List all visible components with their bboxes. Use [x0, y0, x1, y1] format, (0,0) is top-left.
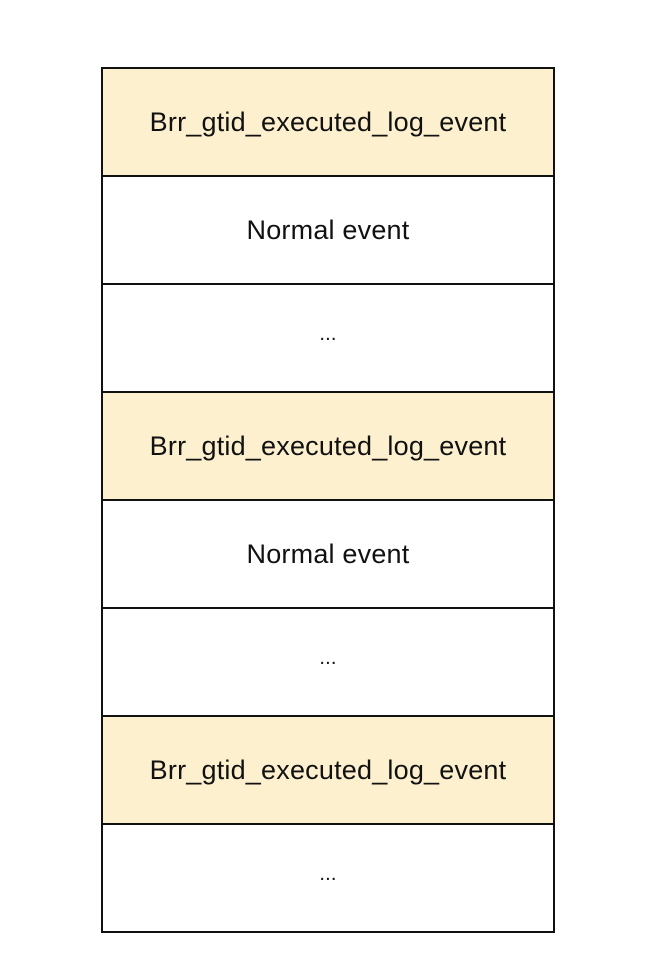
event-row-ellipsis	[103, 609, 553, 717]
event-row-brr-gtid-executed-log-event	[103, 69, 553, 177]
event-row-label: ...	[319, 646, 337, 669]
event-row-ellipsis	[103, 285, 553, 393]
event-row-label: Brr_gtid_executed_log_event	[149, 106, 507, 137]
event-row-normal-event	[103, 501, 553, 609]
event-row-normal-event	[103, 177, 553, 285]
event-row-brr-gtid-executed-log-event	[103, 393, 553, 501]
event-row-label: ...	[319, 862, 337, 885]
event-row-label: Brr_gtid_executed_log_event	[149, 430, 507, 461]
event-row-label: ...	[319, 322, 337, 345]
event-row-label: Brr_gtid_executed_log_event	[149, 754, 507, 785]
event-row-label: Normal event	[246, 214, 410, 245]
event-stack-diagram	[101, 67, 555, 933]
event-row-ellipsis	[103, 825, 553, 933]
event-row-label: Normal event	[246, 538, 410, 569]
event-row-brr-gtid-executed-log-event	[103, 717, 553, 825]
